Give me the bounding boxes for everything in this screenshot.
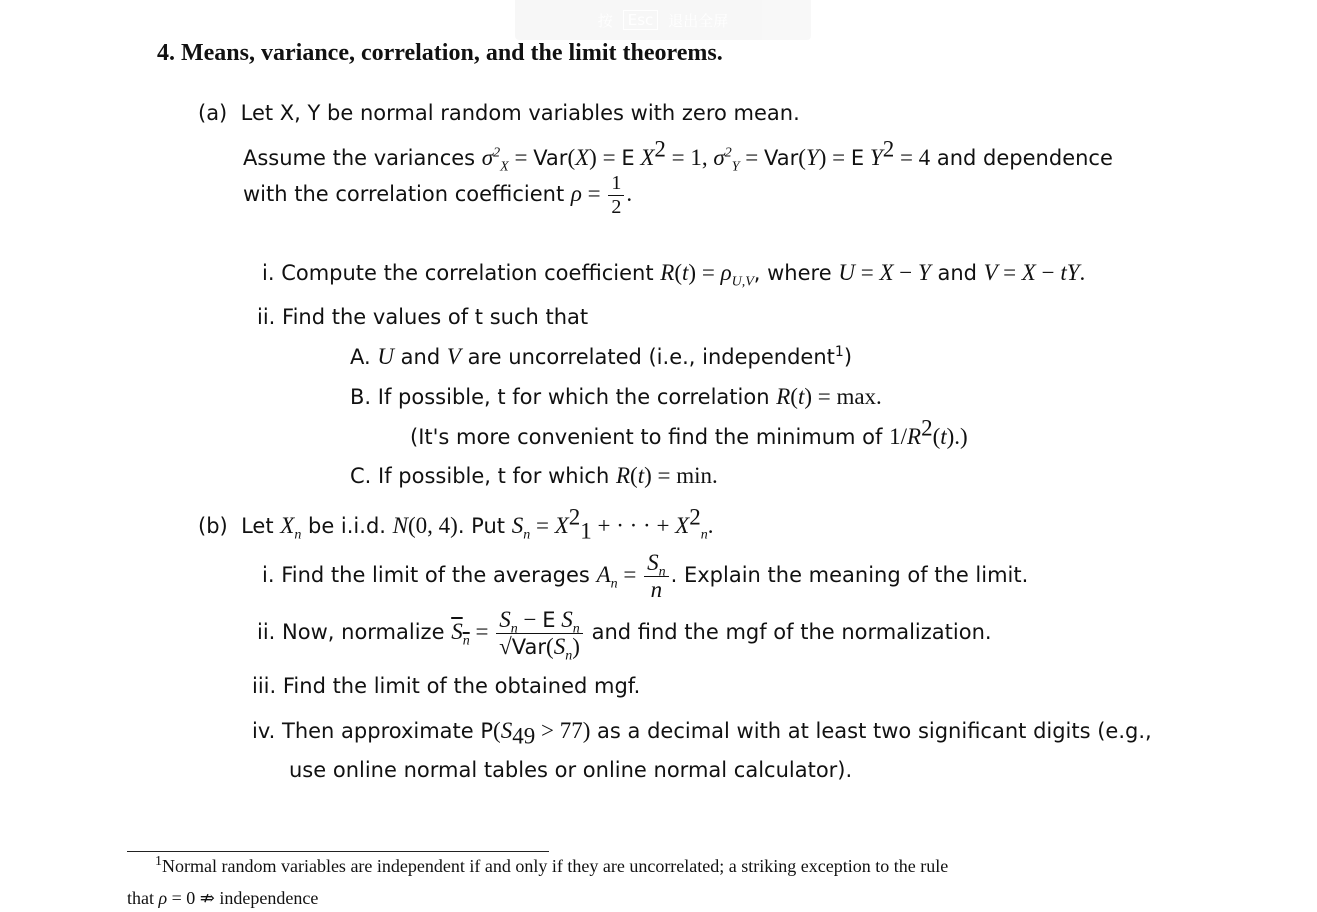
R-min-formula: R(t) = min. [615,463,718,488]
An-formula: $A_n$ = $\frac{S_n}{n}$ [597,562,671,587]
normal-dist: N(0, 4) [392,513,458,538]
U-definition: U = X − Y [838,260,931,285]
item-b-i-label: i. [262,563,275,588]
item-b-ii-text: Now, normalize [282,620,445,645]
item-b-i [262,550,1028,604]
item-b-iv [252,718,1152,749]
footnote-that: that [127,888,154,908]
C-text: If possible, t for which [378,464,610,488]
item-a-i-where: , where [753,261,832,285]
footnote-text1: Normal random variables are independent if and only if they are uncorrelated; a striking exception to the rule [162,856,949,876]
footnote-ref: 1 [834,344,844,360]
Sn-definition: $S_n = X^2_1$ + · · · + $X^2_n$. [511,504,714,544]
item-a-i-and: and [937,261,977,285]
item-b-iv-text2: as a decimal with at least two significant digits (e.g., [597,719,1152,743]
correlation-line [243,172,632,219]
item-a-i [262,260,1086,290]
item-a-i-text: Compute the correlation coefficient [281,261,654,285]
part-b-put: . Put [457,514,506,538]
item-b-ii-after: and find the mgf of the normalization. [591,620,992,645]
footnote-line2 [127,888,318,909]
U-symbol: U [377,344,394,369]
V-symbol: V [446,344,461,369]
overlay-press-text: 按 [597,11,613,30]
B-note-text: (It's more convenient to find the minimum of [410,425,883,449]
V-definition: V = X − tY. [983,260,1086,285]
item-b-ii-label: ii. [257,620,276,645]
rho-formula: ρ = $\frac{1}{2}$ . [570,172,633,218]
item-a-ii [257,305,588,329]
item-a-ii-text: Find the values of t such that [282,305,589,329]
part-b-iid: be i.i.d. [308,514,386,538]
probability-formula: $P(S_{49} > 77)$ [480,718,591,749]
A-and: and [400,345,441,369]
R-formula: $R(t) = \rho_{U,V}$ [660,260,754,290]
part-a-label: (a) [198,101,228,125]
A-label: A. [350,345,371,369]
inverse-R-formula: $1/R^2(t)$.) [889,415,968,449]
item-a-ii-C [350,463,718,489]
item-a-ii-A: A. U and V are uncorrelated (i.e., independent$^1$) [350,344,853,369]
C-label: C. [350,464,372,488]
item-b-i-text: Find the limit of the averages [281,563,590,588]
item-b-ii [257,607,992,665]
part-a-intro-line [198,101,800,125]
item-b-i-explain: . Explain the meaning of the limit. [670,563,1029,588]
footnote-rule [127,851,549,852]
Xn-symbol: $X_n$ [280,513,302,543]
item-b-iv-label: iv. [252,719,276,743]
footnote-mark: 1 [155,854,162,869]
variance-formula: $\sigma^2_X = Var(X) = E$ $X^2 = 1$, $\sigma^2_Y = Var(Y) = E$ $Y^2 = 4$ [481,136,931,175]
footnote-line1 [155,856,948,877]
R-max-formula: R(t) = max. [776,384,882,409]
problem-heading: 4. Means, variance, correlation, and the limit theorems. [157,40,723,66]
footnote-independence: independence [219,888,319,908]
esc-key-badge: Esc [623,10,659,30]
item-a-i-label: i. [262,261,275,285]
corr-prefix: with the correlation coefficient [243,181,565,206]
normalized-Sn-formula: $S_n$ = $\frac{S_n - E S_n}{√Var(S_n)}$ [451,619,585,644]
item-a-ii-label: ii. [257,305,276,329]
item-b-iii-label: iii. [252,674,277,698]
part-b-intro-line [198,504,714,544]
part-a-intro: Let X, Y be normal random variables with zero mean. [240,101,800,125]
item-b-iv-text1: Then approximate [282,719,474,743]
overlay-exit-text: 退出全屏 [668,11,729,30]
part-b-let: Let [241,514,274,538]
item-b-iv-cont: use online normal tables or online normal calculator). [289,758,853,782]
B-label: B. [350,385,372,409]
item-b-iii [252,674,640,698]
assume-suffix: and dependence [936,146,1113,170]
assume-prefix: Assume the variances [243,146,476,170]
item-b-iii-text: Find the limit of the obtained mgf. [282,674,641,698]
item-a-ii-B [350,384,882,410]
A-text: are uncorrelated (i.e., independent [467,345,835,369]
fullscreen-exit-hint[interactable] [515,0,811,40]
assume-variances-line [243,136,1113,175]
rho-zero-formula: ρ = 0 ⇏ [158,888,215,908]
part-b-label: (b) [198,514,228,538]
B-note [410,415,968,450]
B-text: If possible, t for which the correlation [377,385,770,409]
